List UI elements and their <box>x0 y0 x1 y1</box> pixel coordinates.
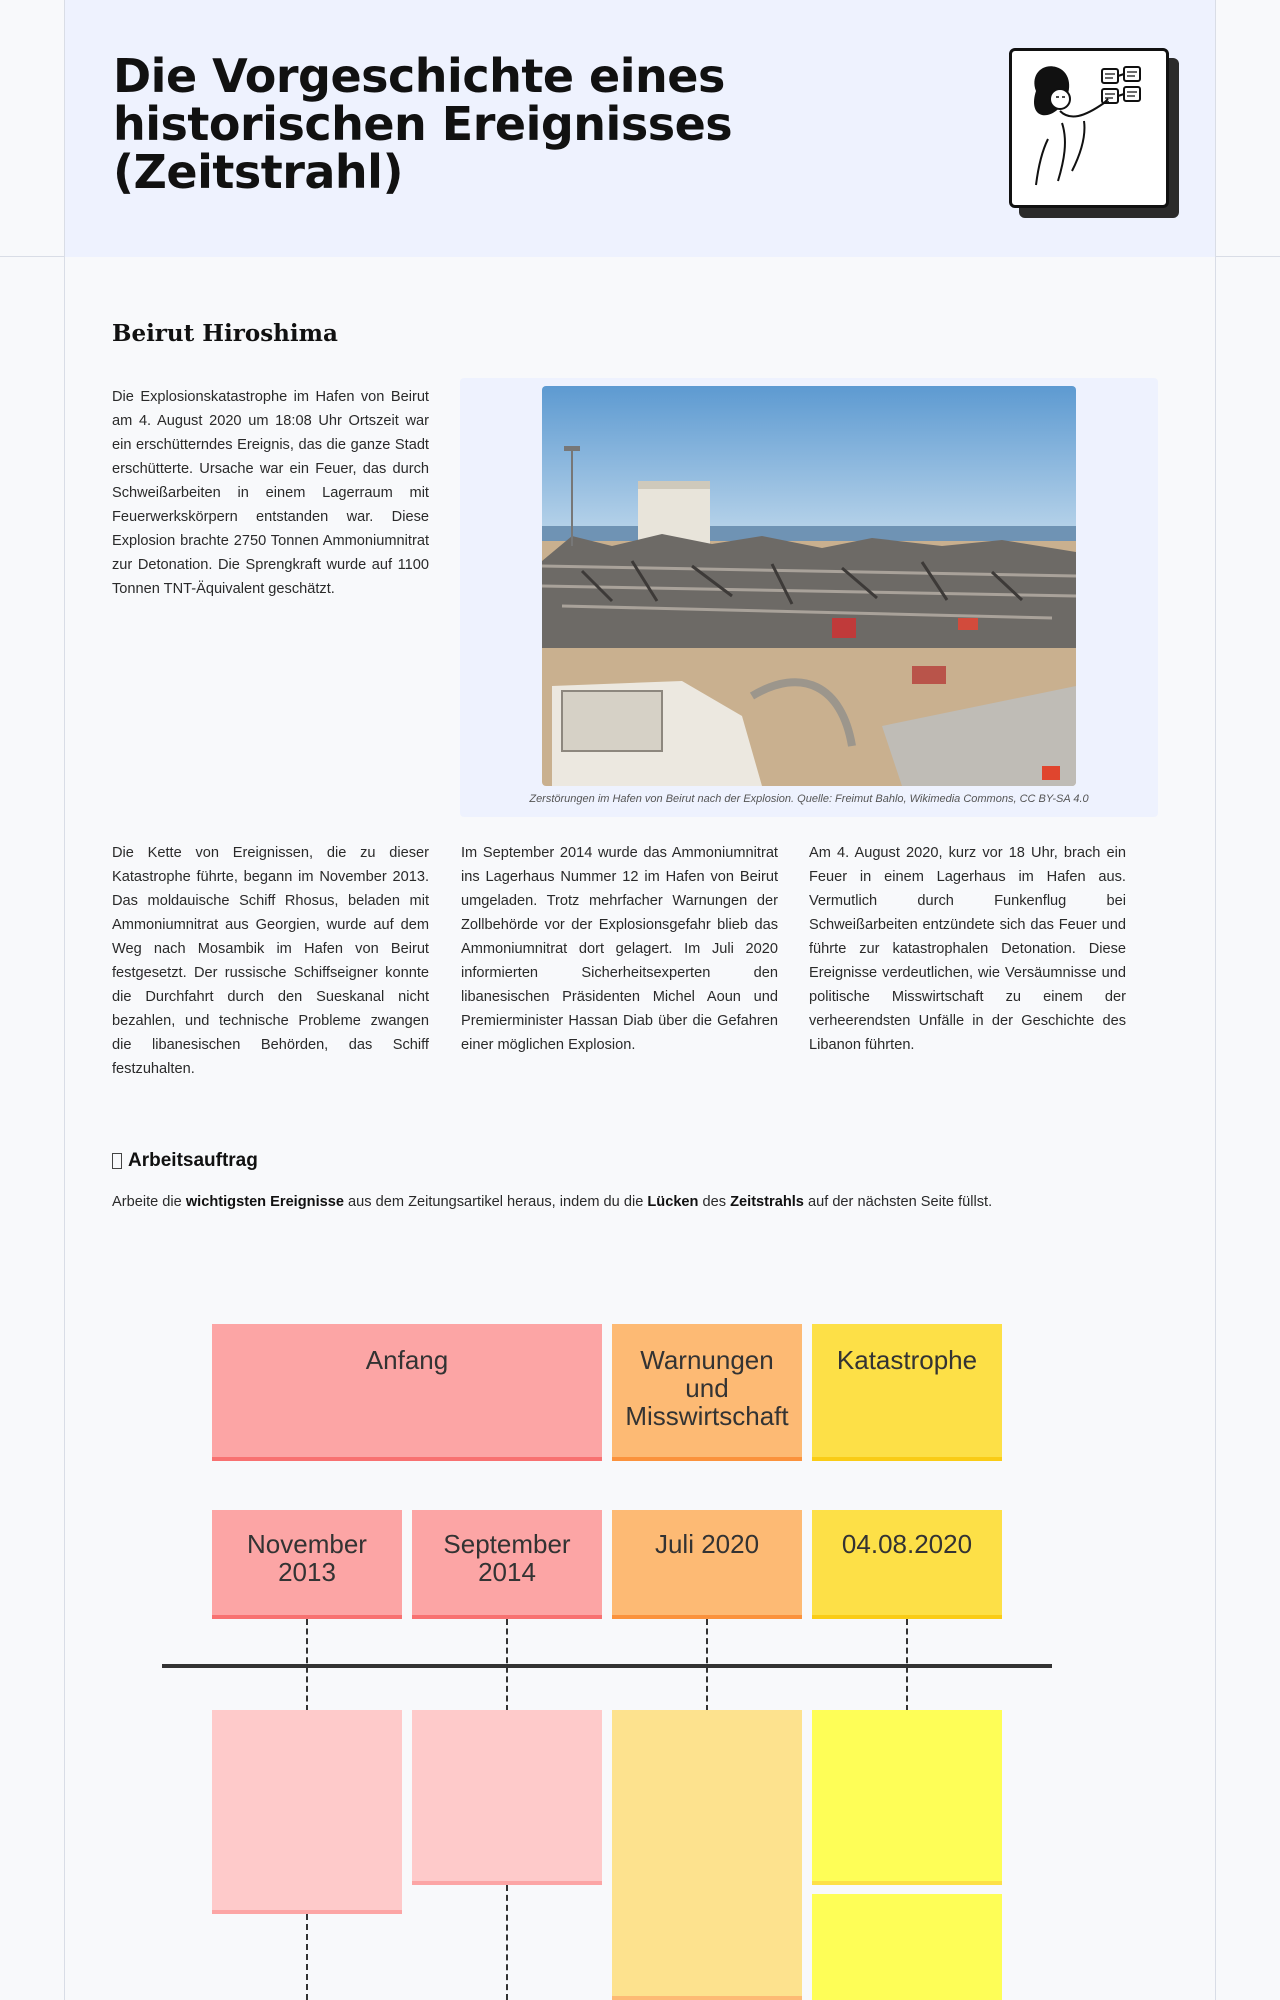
timeline-date-4: 04.08.2020 <box>812 1510 1002 1619</box>
timeline-connector <box>506 1885 508 2000</box>
article-column-3: Am 4. August 2020, kurz vor 18 Uhr, brach ein Feuer in einem Lagerhaus im Hafen aus. Vermutlich durch Funkenflug bei Schweißarbeiten entzündete sich das Feuer und führte zur katastrophalen Detonation. Diese Ereignisse verdeutlichen, wie Versäumnisse und politische Misswirtschaft zu einem der verheerendsten Unfälle in der Geschichte des Libanon führten. <box>809 845 1126 1053</box>
timeline-gap-note[interactable] <box>812 1710 1002 1885</box>
article-figure <box>460 378 1158 817</box>
presenter-with-sticky-notes-illustration <box>1009 48 1169 208</box>
timeline-date-3: Juli 2020 <box>612 1510 802 1619</box>
task-heading <box>112 1150 258 1172</box>
page-title: Die Vorgeschichte eines historischen Ereignisses (Zeitstrahl) <box>113 49 733 199</box>
clipboard-icon <box>112 1153 122 1169</box>
timeline-connector <box>306 1914 308 2000</box>
timeline-axis <box>162 1664 1052 1668</box>
harbor-destruction-photo <box>542 386 1076 786</box>
timeline-phase-katastrophe: Katastrophe <box>812 1324 1002 1461</box>
task-instruction: Arbeite die wichtigsten Ereignisse aus dem Zeitungsartikel heraus, indem du die Lücken des Zeitstrahls auf der nächsten Seite füllst. <box>112 1194 993 1210</box>
timeline-gap-note[interactable] <box>412 1710 602 1885</box>
article-intro: Die Explosionskatastrophe im Hafen von Beirut am 4. August 2020 um 18:08 Uhr Ortszeit war ein erschütterndes Ereignis, das die ganze Stadt erschütterte. Ursache war ein Feuer, das durch Schweißarbeiten in einem Lagerraum mit Feuerwerkskörpern entstanden war. Diese Explosion brachte 2750 Tonnen Ammoniumnitrat zur Detonation. Die Sprengkraft wurde auf 1100 Tonnen TNT-Äquivalent geschätzt. <box>112 389 429 597</box>
article-heading: Beirut Hiroshima <box>112 320 338 347</box>
timeline-gap-note[interactable] <box>812 1894 1002 2000</box>
timeline-phase-anfang: Anfang <box>212 1324 602 1461</box>
timeline-gap-note[interactable] <box>612 1710 802 2000</box>
figure-caption: Zerstörungen im Hafen von Beirut nach der Explosion. Quelle: Freimut Bahlo, Wikimedia Commons, CC BY-SA 4.0 <box>529 793 1089 805</box>
article-column-2: Im September 2014 wurde das Ammoniumnitrat ins Lagerhaus Nummer 12 im Hafen von Beirut umgeladen. Trotz mehrfacher Warnungen der Zollbehörde vor der Explosionsgefahr blieb das Ammoniumnitrat dort gelagert. Im Juli 2020 informierten Sicherheitsexperten den libanesischen Präsidenten Michel Aoun und Premierminister Hassan Diab über die Gefahren einer möglichen Explosion. <box>461 845 778 1053</box>
timeline-phase-warnungen: Warnungen und Misswirtschaft <box>612 1324 802 1461</box>
task-heading-label: Arbeitsauftrag <box>128 1150 258 1171</box>
timeline-date-1: November 2013 <box>212 1510 402 1619</box>
article-column-1: Die Kette von Ereignissen, die zu dieser Katastrophe führte, begann im November 2013. Das moldauische Schiff Rhosus, beladen mit Ammoniumnitrat aus Georgien, wurde auf dem Weg nach Mosambik im Hafen von Beirut festgesetzt. Der russische Schiffseigner konnte die Durchfahrt durch den Sueskanal nicht bezahlen, und technische Probleme zwangen die libanesischen Behörden, das Schiff festzuhalten. <box>112 845 429 1077</box>
timeline-gap-note[interactable] <box>212 1710 402 1914</box>
page-header <box>0 0 1280 257</box>
timeline-date-2: September 2014 <box>412 1510 602 1619</box>
